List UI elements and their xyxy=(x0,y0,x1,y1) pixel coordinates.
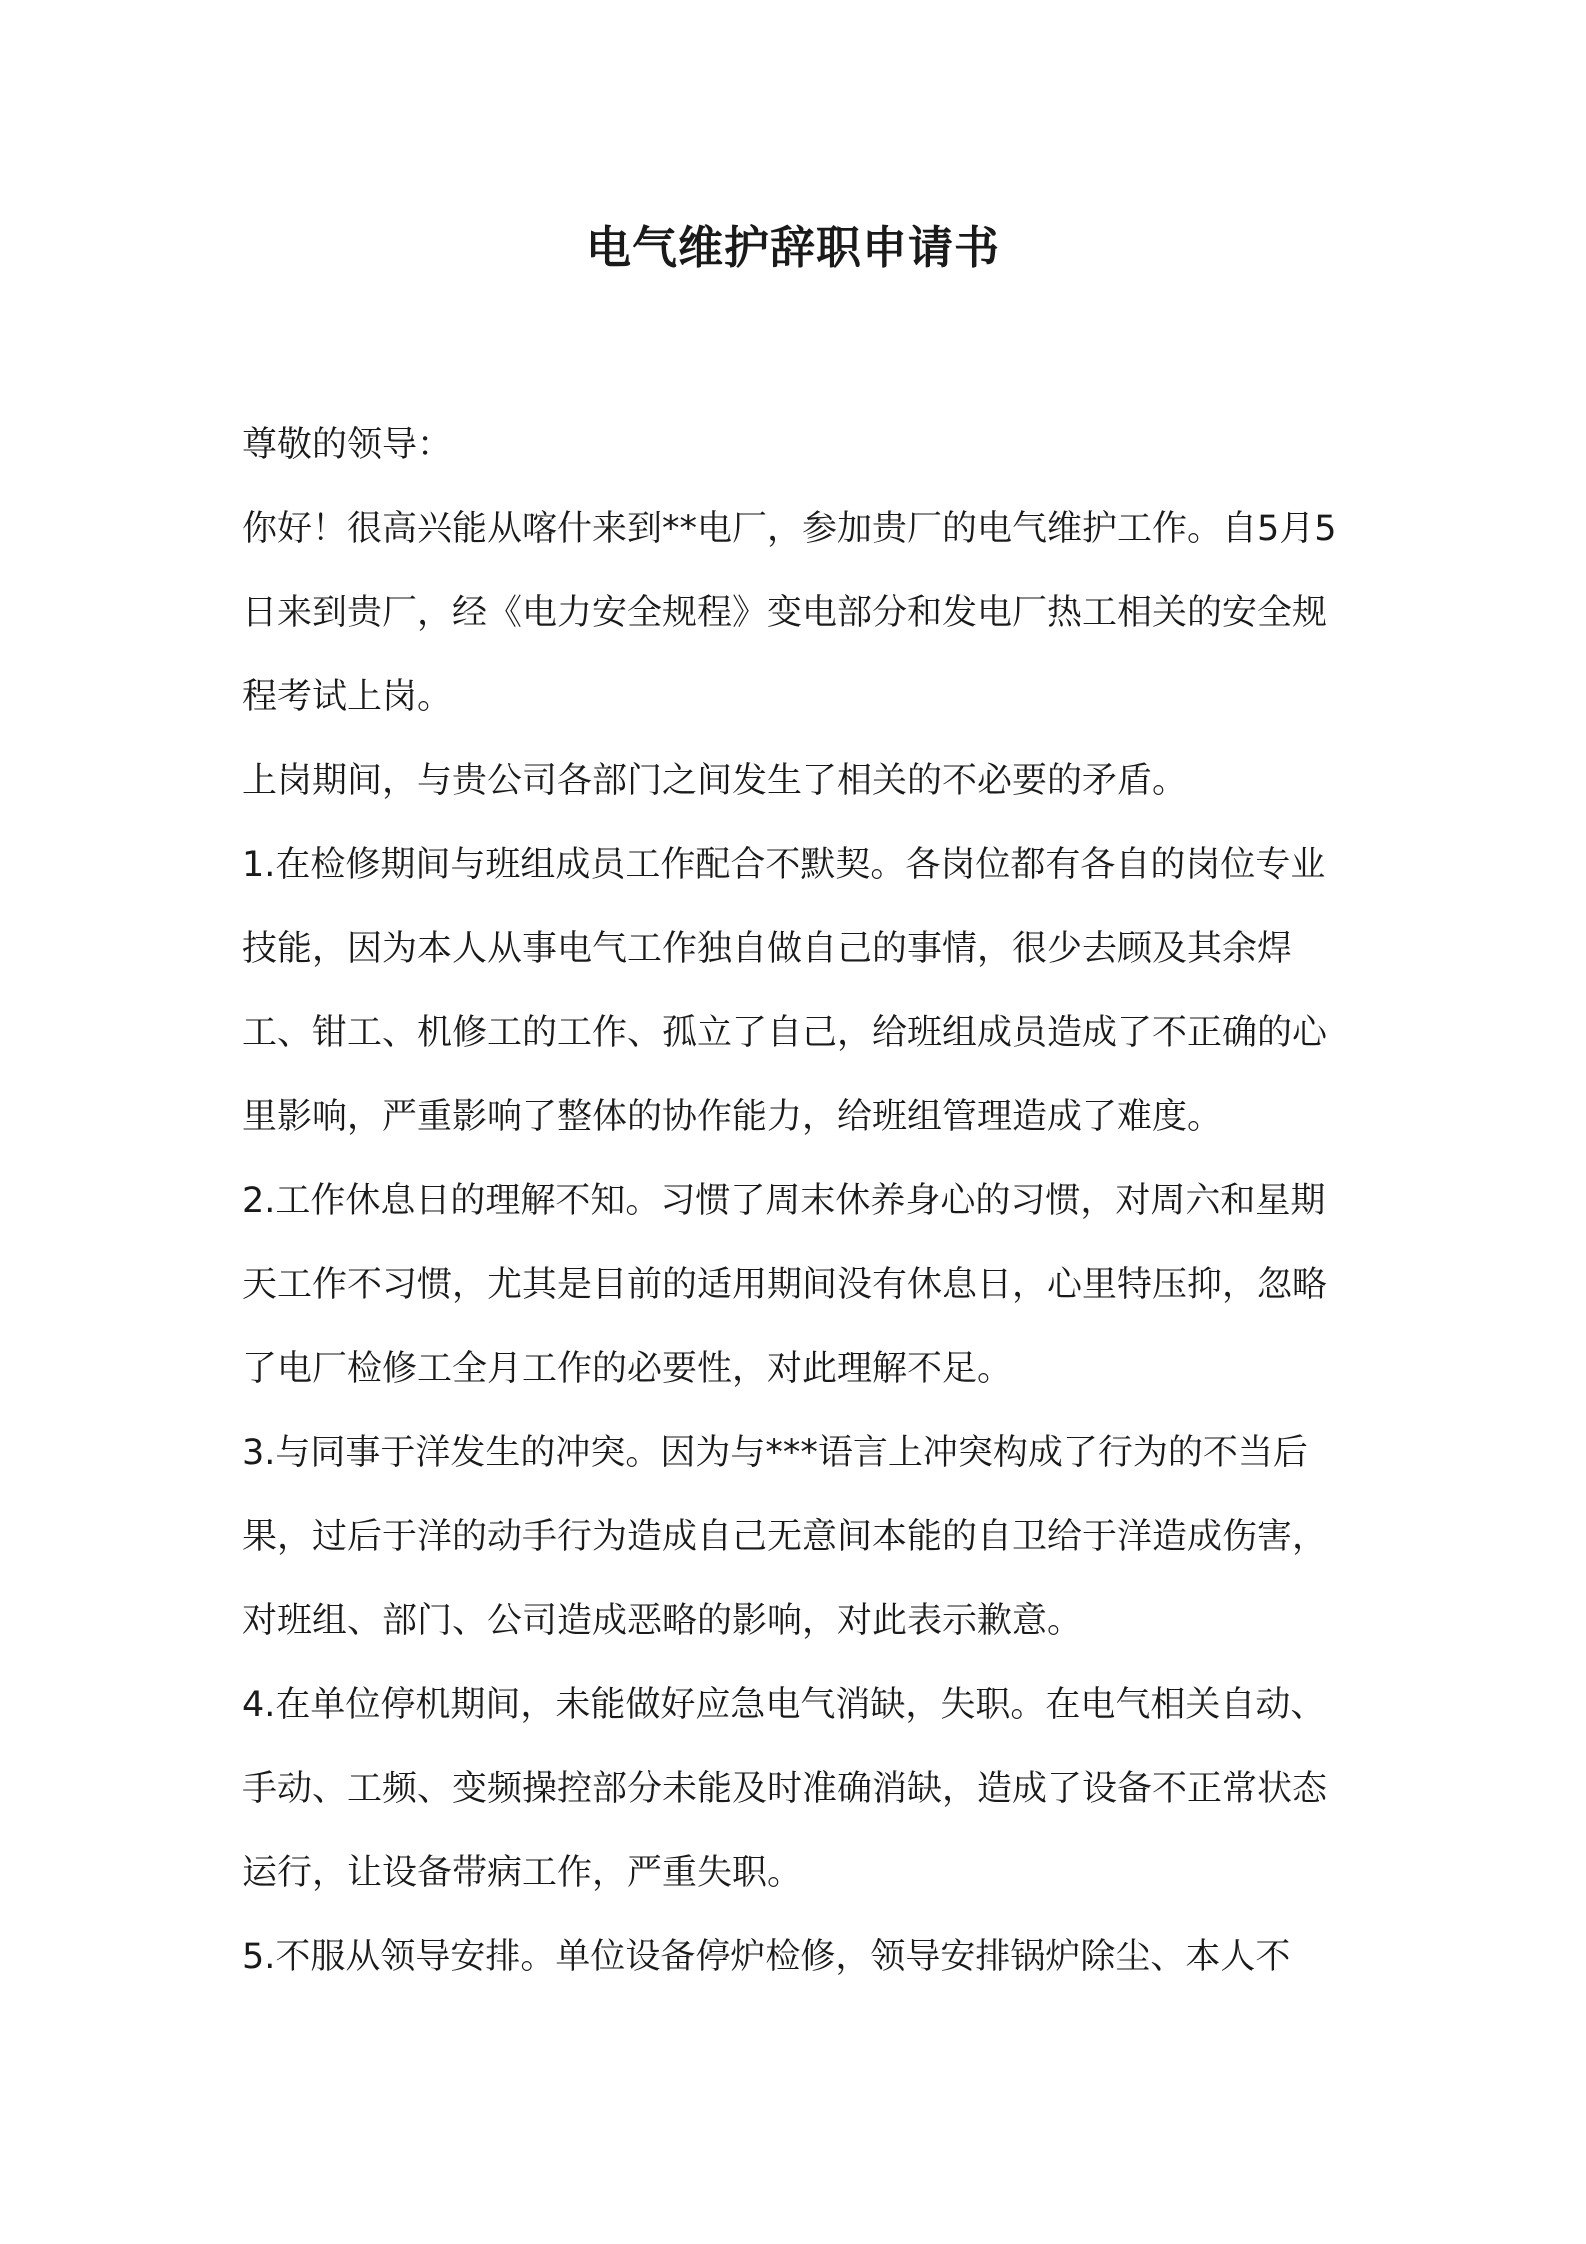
paragraph-item-4: 4.在单位停机期间，未能做好应急电气消缺，失职。在电气相关自动、手动、工频、变频操控部分未能及时准确消缺，造成了设备不正常状态运行，让设备带病工作，严重失职。 xyxy=(242,1685,1328,1893)
paragraph-intro: 上岗期间，与贵公司各部门之间发生了相关的不必要的矛盾。 xyxy=(242,761,1188,801)
salutation: 尊敬的领导： xyxy=(242,425,453,465)
paragraph-item-2: 2.工作休息日的理解不知。习惯了周末休养身心的习惯，对周六和星期天工作不习惯，尤其是目前的适用期间没有休息日，心里特压抑，忽略了电厂检修工全月工作的必要性，对此理解不足。 xyxy=(242,1181,1328,1389)
paragraph-item-3: 3.与同事于洋发生的冲突。因为与***语言上冲突构成了行为的不当后果，过后于洋的动手行为造成自己无意间本能的自卫给于洋造成伤害，对班组、部门、公司造成恶略的影响，对此表示歉意。 xyxy=(242,1433,1328,1641)
paragraph-item-1: 1.在检修期间与班组成员工作配合不默契。各岗位都有各自的岗位专业技能，因为本人从事电气工作独自做自己的事情，很少去顾及其余焊工、钳工、机修工的工作、孤立了自己，给班组成员造成了不正确的心里影响，严重影响了整体的协作能力，给班组管理造成了难度。 xyxy=(242,845,1328,1137)
paragraph-greeting: 你好！很高兴能从喀什来到**电厂，参加贵厂的电气维护工作。自5月5日来到贵厂，经《电力安全规程》变电部分和发电厂热工相关的安全规程考试上岗。 xyxy=(242,509,1337,717)
document-body xyxy=(242,403,1354,1999)
document-title: 电气维护辞职申请书 xyxy=(585,221,1000,274)
paragraph-item-5: 5.不服从领导安排。单位设备停炉检修，领导安排锅炉除尘、本人不 xyxy=(242,1937,1291,1977)
